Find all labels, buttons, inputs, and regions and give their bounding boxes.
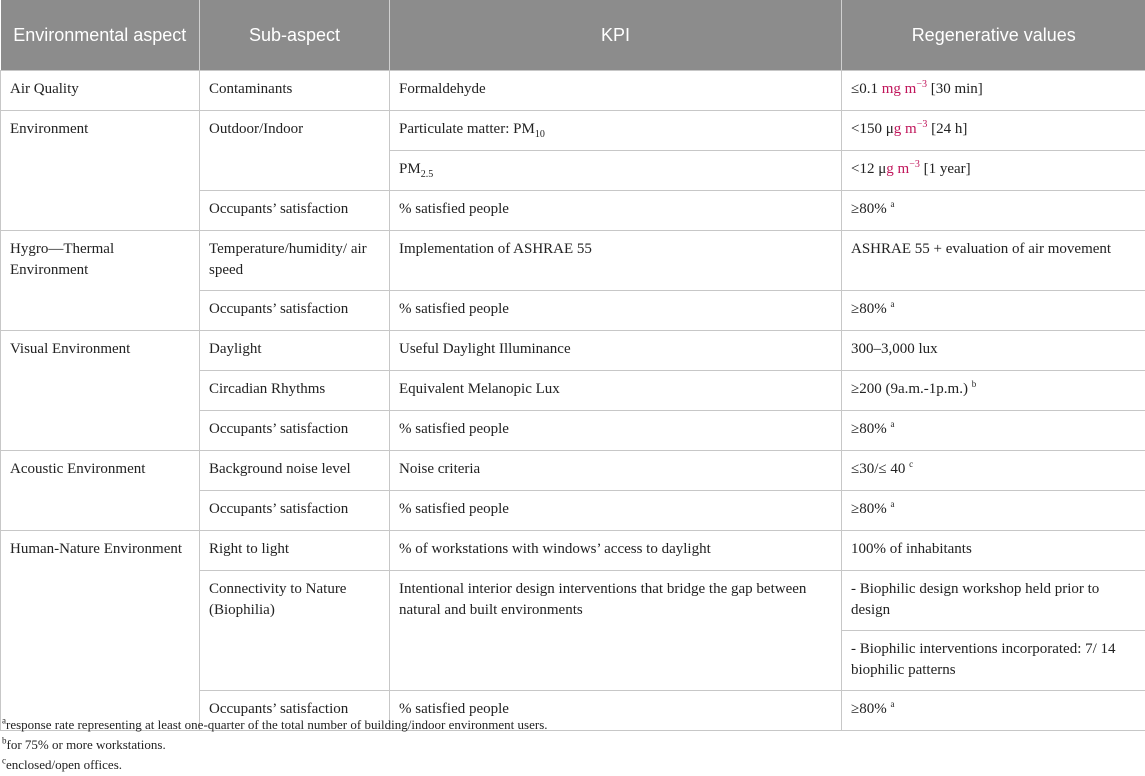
aspect-cell: Environment	[1, 111, 200, 231]
kpi-cell: Intentional interior design interventions that bridge the gap between natural and built environments	[390, 571, 842, 691]
sub-aspect-cell: Daylight	[200, 331, 390, 371]
value-cell: ≥80% $^a$	[842, 411, 1145, 451]
sub-aspect-cell: Occupants’ satisfaction	[200, 191, 390, 231]
header-kpi: KPI	[390, 0, 842, 71]
sub-aspect-cell: Occupants’ satisfaction	[200, 291, 390, 331]
kpi-cell: $PM_{2.5}$	[390, 151, 842, 191]
sub-aspect-cell: Connectivity to Nature (Biophilia)	[200, 571, 390, 691]
sub-aspect-cell: Temperature/humidity/ air speed	[200, 231, 390, 291]
sub-aspect-cell: Background noise level	[200, 451, 390, 491]
value-cell: <150 μg $m^{-3}$ [24 h]	[842, 111, 1145, 151]
unit-text: g $m^{-3}$	[886, 159, 920, 177]
footnote-mark: a	[890, 299, 895, 309]
aspect-cell: Visual Environment	[1, 331, 200, 451]
footnote-mark: a	[890, 699, 895, 709]
value-cell: ≥80% $^a$	[842, 691, 1145, 731]
kpi-cell: Particulate matter: $PM_{10}$	[390, 111, 842, 151]
table-row	[1, 71, 1145, 111]
table-row	[1, 531, 1145, 571]
kpi-cell: Formaldehyde	[390, 71, 842, 111]
footnote-mark: a	[890, 199, 895, 209]
header-sub-aspect: Sub-aspect	[200, 0, 390, 71]
footnote-mark: c	[909, 459, 914, 469]
value-cell: 100% of inhabitants	[842, 531, 1145, 571]
value-cell: ≥80% $^a$	[842, 491, 1145, 531]
unit-text: g $m^{-3}$	[893, 119, 928, 137]
header-regenerative-values: Regenerative values	[842, 0, 1145, 71]
table-row	[1, 331, 1145, 371]
value-cell: <12 μg $m^{-3}$ [1 year]	[842, 151, 1145, 191]
kpi-cell: % satisfied people	[390, 411, 842, 451]
footnote-mark: a	[890, 419, 895, 429]
table-header-row	[1, 0, 1145, 71]
kpi-cell: % of workstations with windows’ access to daylight	[390, 531, 842, 571]
kpi-cell: % satisfied people	[390, 491, 842, 531]
table-row	[1, 111, 1145, 151]
kpi-cell: Noise criteria	[390, 451, 842, 491]
kpi-cell: Implementation of ASHRAE 55	[390, 231, 842, 291]
kpi-cell: Useful Daylight Illuminance	[390, 331, 842, 371]
aspect-cell: Hygro—Thermal Environment	[1, 231, 200, 331]
value-cell: ASHRAE 55 + evaluation of air movement	[842, 231, 1145, 291]
aspect-cell: Acoustic Environment	[1, 451, 200, 531]
kpi-cell: % satisfied people	[390, 191, 842, 231]
sub-aspect-cell: Contaminants	[200, 71, 390, 111]
table-row	[1, 231, 1145, 291]
footnote-b: $^b$for 75% or more workstations.	[2, 735, 166, 752]
sub-aspect-cell: Occupants’ satisfaction	[200, 691, 390, 731]
footnote-a: $^a$response rate representing at least one-quarter of the total number of building/indoor environment users.	[2, 715, 548, 732]
table-footnotes	[2, 715, 548, 775]
kpi-cell: % satisfied people	[390, 291, 842, 331]
header-environmental-aspect: Environmental aspect	[1, 0, 200, 71]
value-cell: 300–3,000 lux	[842, 331, 1145, 371]
kpi-cell: Equivalent Melanopic Lux	[390, 371, 842, 411]
sub-aspect-cell: Occupants’ satisfaction	[200, 491, 390, 531]
sub-aspect-cell: Right to light	[200, 531, 390, 571]
value-cell: ≥80% $^a$	[842, 291, 1145, 331]
sub-aspect-cell: Circadian Rhythms	[200, 371, 390, 411]
table-row	[1, 451, 1145, 491]
footnote-mark: b	[971, 379, 977, 389]
value-cell: - Biophilic interventions incorporated: 7/ 14 biophilic patterns	[842, 631, 1145, 691]
value-cell: ≤30/≤ 40 $^c$	[842, 451, 1145, 491]
aspect-cell: Human-Nature Environment	[1, 531, 200, 731]
value-cell: - Biophilic design workshop held prior to design	[842, 571, 1145, 631]
sub-aspect-cell: Outdoor/Indoor	[200, 111, 390, 191]
value-cell: ≤0.1 mg $m^{-3}$ [30 min]	[842, 71, 1145, 111]
unit-text: mg $m^{-3}$	[881, 79, 927, 97]
aspect-cell: Air Quality	[1, 71, 200, 111]
kpi-cell: % satisfied people	[390, 691, 842, 731]
footnote-c: $^c$enclosed/open offices.	[2, 755, 122, 772]
sub-aspect-cell: Occupants’ satisfaction	[200, 411, 390, 451]
value-cell: ≥80% $^a$	[842, 191, 1145, 231]
value-cell: ≥200 (9a.m.-1p.m.) $^b$	[842, 371, 1145, 411]
footnote-mark: a	[890, 499, 895, 509]
